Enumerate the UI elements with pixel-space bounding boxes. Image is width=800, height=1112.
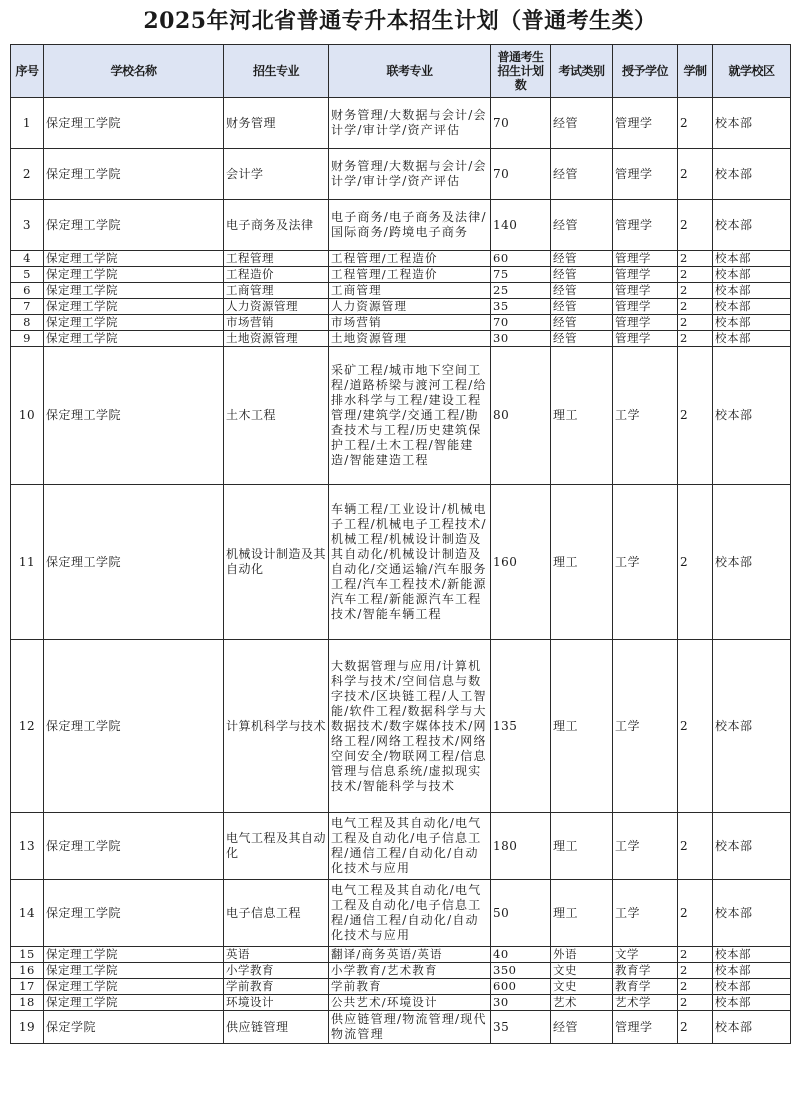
cell-category: 理工 (551, 347, 613, 485)
cell-seq: 16 (11, 963, 44, 979)
table-header-row (11, 45, 791, 98)
cell-school: 保定学院 (44, 1011, 224, 1044)
cell-years: 2 (678, 640, 713, 813)
table-row (11, 299, 791, 315)
cell-school: 保定理工学院 (44, 947, 224, 963)
cell-campus: 校本部 (713, 947, 791, 963)
cell-category: 经管 (551, 200, 613, 251)
cell-degree: 教育学 (613, 963, 678, 979)
table-row (11, 947, 791, 963)
cell-major: 财务管理 (224, 98, 329, 149)
cell-category: 经管 (551, 267, 613, 283)
table-row (11, 640, 791, 813)
cell-school: 保定理工学院 (44, 640, 224, 813)
cell-major: 学前教育 (224, 979, 329, 995)
cell-seq: 9 (11, 331, 44, 347)
cell-school: 保定理工学院 (44, 485, 224, 640)
cell-degree: 工学 (613, 813, 678, 880)
cell-category: 经管 (551, 1011, 613, 1044)
table-row (11, 251, 791, 267)
table-row (11, 331, 791, 347)
cell-plan: 600 (491, 979, 551, 995)
cell-campus: 校本部 (713, 98, 791, 149)
cell-category: 经管 (551, 98, 613, 149)
cell-category: 经管 (551, 331, 613, 347)
cell-exam-major: 工程管理/工程造价 (329, 251, 491, 267)
cell-category: 经管 (551, 299, 613, 315)
cell-campus: 校本部 (713, 347, 791, 485)
cell-category: 经管 (551, 315, 613, 331)
header-major: 招生专业 (224, 45, 329, 98)
cell-exam-major: 车辆工程/工业设计/机械电子工程/机械电子工程技术/机械工程/机械设计制造及其自动化/机械设计制造及自动化/交通运输/汽车服务工程/汽车工程技术/新能源汽车工程/新能源汽车工程技术/智能车辆工程 (329, 485, 491, 640)
cell-major: 机械设计制造及其自动化 (224, 485, 329, 640)
cell-school: 保定理工学院 (44, 315, 224, 331)
table-row (11, 283, 791, 299)
table-row (11, 347, 791, 485)
cell-category: 理工 (551, 640, 613, 813)
cell-seq: 17 (11, 979, 44, 995)
cell-major: 英语 (224, 947, 329, 963)
cell-degree: 管理学 (613, 200, 678, 251)
cell-category: 文史 (551, 963, 613, 979)
cell-plan: 30 (491, 995, 551, 1011)
cell-school: 保定理工学院 (44, 813, 224, 880)
cell-school: 保定理工学院 (44, 995, 224, 1011)
table-row (11, 149, 791, 200)
cell-seq: 19 (11, 1011, 44, 1044)
cell-campus: 校本部 (713, 331, 791, 347)
cell-campus: 校本部 (713, 640, 791, 813)
cell-school: 保定理工学院 (44, 331, 224, 347)
header-school: 学校名称 (44, 45, 224, 98)
cell-plan: 35 (491, 1011, 551, 1044)
cell-campus: 校本部 (713, 963, 791, 979)
cell-years: 2 (678, 347, 713, 485)
header-degree: 授予学位 (613, 45, 678, 98)
cell-major: 小学教育 (224, 963, 329, 979)
cell-plan: 25 (491, 283, 551, 299)
cell-seq: 11 (11, 485, 44, 640)
cell-category: 外语 (551, 947, 613, 963)
cell-years: 2 (678, 98, 713, 149)
cell-exam-major: 土地资源管理 (329, 331, 491, 347)
cell-major: 电气工程及其自动化 (224, 813, 329, 880)
cell-degree: 教育学 (613, 979, 678, 995)
cell-years: 2 (678, 200, 713, 251)
cell-campus: 校本部 (713, 1011, 791, 1044)
cell-seq: 1 (11, 98, 44, 149)
cell-campus: 校本部 (713, 315, 791, 331)
table-row (11, 813, 791, 880)
cell-plan: 40 (491, 947, 551, 963)
cell-exam-major: 小学教育/艺术教育 (329, 963, 491, 979)
cell-campus: 校本部 (713, 813, 791, 880)
cell-plan: 140 (491, 200, 551, 251)
cell-seq: 10 (11, 347, 44, 485)
cell-seq: 5 (11, 267, 44, 283)
enrollment-plan-table (10, 44, 791, 1044)
table-row (11, 200, 791, 251)
cell-years: 2 (678, 979, 713, 995)
table-row (11, 995, 791, 1011)
cell-school: 保定理工学院 (44, 299, 224, 315)
table-row (11, 880, 791, 947)
cell-plan: 75 (491, 267, 551, 283)
cell-major: 会计学 (224, 149, 329, 200)
cell-exam-major: 学前教育 (329, 979, 491, 995)
cell-plan: 135 (491, 640, 551, 813)
cell-campus: 校本部 (713, 485, 791, 640)
cell-category: 艺术 (551, 995, 613, 1011)
cell-major: 环境设计 (224, 995, 329, 1011)
cell-seq: 2 (11, 149, 44, 200)
cell-major: 电子信息工程 (224, 880, 329, 947)
cell-degree: 工学 (613, 880, 678, 947)
cell-category: 理工 (551, 880, 613, 947)
cell-category: 经管 (551, 251, 613, 267)
cell-plan: 180 (491, 813, 551, 880)
cell-seq: 15 (11, 947, 44, 963)
cell-plan: 70 (491, 315, 551, 331)
cell-years: 2 (678, 485, 713, 640)
cell-degree: 管理学 (613, 267, 678, 283)
cell-plan: 350 (491, 963, 551, 979)
cell-exam-major: 供应链管理/物流管理/现代物流管理 (329, 1011, 491, 1044)
cell-category: 理工 (551, 813, 613, 880)
cell-exam-major: 工商管理 (329, 283, 491, 299)
cell-major: 工程管理 (224, 251, 329, 267)
cell-campus: 校本部 (713, 979, 791, 995)
header-plan-count: 普通考生招生计划数 (491, 45, 551, 98)
cell-school: 保定理工学院 (44, 880, 224, 947)
cell-degree: 工学 (613, 485, 678, 640)
cell-campus: 校本部 (713, 283, 791, 299)
cell-campus: 校本部 (713, 880, 791, 947)
header-exam-major: 联考专业 (329, 45, 491, 98)
table-row (11, 1011, 791, 1044)
cell-seq: 12 (11, 640, 44, 813)
header-campus: 就学校区 (713, 45, 791, 98)
cell-exam-major: 电气工程及其自动化/电气工程及自动化/电子信息工程/通信工程/自动化/自动化技术与应用 (329, 813, 491, 880)
cell-campus: 校本部 (713, 251, 791, 267)
cell-exam-major: 人力资源管理 (329, 299, 491, 315)
cell-plan: 50 (491, 880, 551, 947)
cell-seq: 3 (11, 200, 44, 251)
cell-category: 经管 (551, 283, 613, 299)
cell-category: 理工 (551, 485, 613, 640)
cell-campus: 校本部 (713, 200, 791, 251)
cell-seq: 13 (11, 813, 44, 880)
cell-campus: 校本部 (713, 267, 791, 283)
table-row (11, 98, 791, 149)
cell-school: 保定理工学院 (44, 200, 224, 251)
header-seq: 序号 (11, 45, 44, 98)
cell-plan: 80 (491, 347, 551, 485)
cell-school: 保定理工学院 (44, 251, 224, 267)
cell-degree: 管理学 (613, 98, 678, 149)
cell-exam-major: 电气工程及其自动化/电气工程及自动化/电子信息工程/通信工程/自动化/自动化技术与应用 (329, 880, 491, 947)
cell-category: 文史 (551, 979, 613, 995)
cell-plan: 35 (491, 299, 551, 315)
cell-major: 人力资源管理 (224, 299, 329, 315)
cell-degree: 管理学 (613, 315, 678, 331)
page-title: 2025年河北省普通专升本招生计划（普通考生类） (143, 8, 657, 34)
cell-major: 土木工程 (224, 347, 329, 485)
cell-years: 2 (678, 267, 713, 283)
cell-years: 2 (678, 149, 713, 200)
cell-exam-major: 采矿工程/城市地下空间工程/道路桥梁与渡河工程/给排水科学与工程/建设工程管理/建筑学/交通工程/勘查技术与工程/历史建筑保护工程/土木工程/智能建造/智能建造工程 (329, 347, 491, 485)
cell-major: 工程造价 (224, 267, 329, 283)
cell-degree: 管理学 (613, 331, 678, 347)
cell-school: 保定理工学院 (44, 979, 224, 995)
cell-campus: 校本部 (713, 995, 791, 1011)
cell-exam-major: 工程管理/工程造价 (329, 267, 491, 283)
cell-major: 计算机科学与技术 (224, 640, 329, 813)
cell-years: 2 (678, 251, 713, 267)
cell-seq: 4 (11, 251, 44, 267)
header-years: 学制 (678, 45, 713, 98)
cell-degree: 管理学 (613, 299, 678, 315)
cell-exam-major: 财务管理/大数据与会计/会计学/审计学/资产评估 (329, 98, 491, 149)
cell-degree: 文学 (613, 947, 678, 963)
table-row (11, 315, 791, 331)
cell-years: 2 (678, 331, 713, 347)
cell-exam-major: 公共艺术/环境设计 (329, 995, 491, 1011)
cell-plan: 160 (491, 485, 551, 640)
cell-degree: 管理学 (613, 149, 678, 200)
table-row (11, 267, 791, 283)
cell-years: 2 (678, 995, 713, 1011)
cell-plan: 70 (491, 98, 551, 149)
cell-seq: 18 (11, 995, 44, 1011)
cell-campus: 校本部 (713, 149, 791, 200)
cell-plan: 30 (491, 331, 551, 347)
cell-major: 供应链管理 (224, 1011, 329, 1044)
cell-years: 2 (678, 299, 713, 315)
cell-school: 保定理工学院 (44, 283, 224, 299)
cell-exam-major: 电子商务/电子商务及法律/国际商务/跨境电子商务 (329, 200, 491, 251)
cell-exam-major: 翻译/商务英语/英语 (329, 947, 491, 963)
cell-campus: 校本部 (713, 299, 791, 315)
cell-degree: 艺术学 (613, 995, 678, 1011)
cell-years: 2 (678, 963, 713, 979)
cell-years: 2 (678, 880, 713, 947)
cell-seq: 14 (11, 880, 44, 947)
cell-degree: 工学 (613, 347, 678, 485)
cell-plan: 70 (491, 149, 551, 200)
cell-exam-major: 市场营销 (329, 315, 491, 331)
cell-degree: 工学 (613, 640, 678, 813)
cell-category: 经管 (551, 149, 613, 200)
cell-school: 保定理工学院 (44, 963, 224, 979)
table-row (11, 963, 791, 979)
table-row (11, 485, 791, 640)
cell-major: 市场营销 (224, 315, 329, 331)
cell-seq: 8 (11, 315, 44, 331)
cell-plan: 60 (491, 251, 551, 267)
cell-degree: 管理学 (613, 283, 678, 299)
cell-school: 保定理工学院 (44, 149, 224, 200)
cell-degree: 管理学 (613, 251, 678, 267)
cell-major: 电子商务及法律 (224, 200, 329, 251)
cell-years: 2 (678, 315, 713, 331)
cell-years: 2 (678, 813, 713, 880)
cell-degree: 管理学 (613, 1011, 678, 1044)
cell-seq: 6 (11, 283, 44, 299)
cell-years: 2 (678, 947, 713, 963)
cell-years: 2 (678, 1011, 713, 1044)
cell-school: 保定理工学院 (44, 98, 224, 149)
cell-major: 工商管理 (224, 283, 329, 299)
cell-exam-major: 大数据管理与应用/计算机科学与技术/空间信息与数字技术/区块链工程/人工智能/软件工程/数据科学与大数据技术/数字媒体技术/网络工程/网络工程技术/网络空间安全/物联网工程/信息管理与信息系统/虚拟现实技术/智能科学与技术 (329, 640, 491, 813)
cell-years: 2 (678, 283, 713, 299)
cell-school: 保定理工学院 (44, 267, 224, 283)
header-exam-category: 考试类别 (551, 45, 613, 98)
cell-exam-major: 财务管理/大数据与会计/会计学/审计学/资产评估 (329, 149, 491, 200)
cell-seq: 7 (11, 299, 44, 315)
table-row (11, 979, 791, 995)
cell-major: 土地资源管理 (224, 331, 329, 347)
cell-school: 保定理工学院 (44, 347, 224, 485)
